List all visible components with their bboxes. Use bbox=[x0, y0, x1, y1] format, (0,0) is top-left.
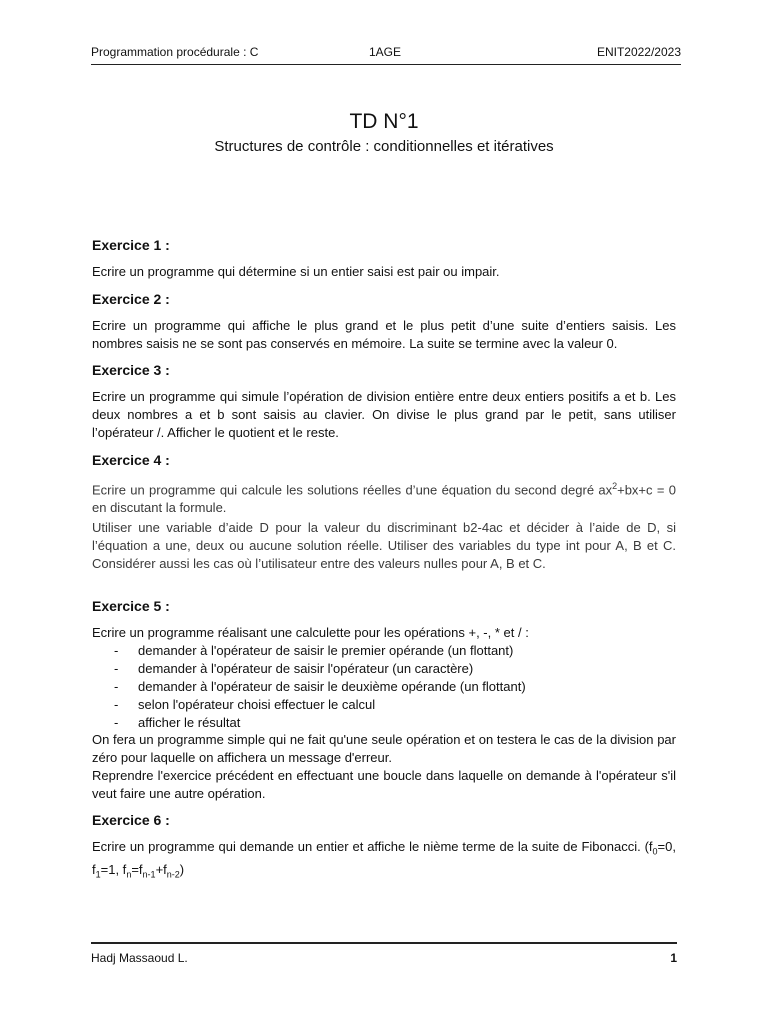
fib-close: ) bbox=[179, 861, 185, 877]
page-number: 1 bbox=[670, 951, 677, 965]
fib-sub: n-1 bbox=[142, 869, 156, 880]
list-item: - selon l'opérateur choisi effectuer le calcul bbox=[92, 696, 676, 714]
exponent: 2 bbox=[612, 481, 618, 491]
exercise-4-text-2: Utiliser une variable d’aide D pour la valeur du discriminant b2-4ac et décider à l’aide de D, si l’équation a une, deux ou aucune solution réelle. Utiliser des variables du type int pour A, B et C. Considérer aussi les cas où l’utilisateur entre des valeurs nulles pour A, B et C. bbox=[92, 520, 676, 571]
fib-part: =f bbox=[131, 861, 143, 877]
fib-sub: 1 bbox=[95, 869, 101, 880]
fib-part: +f bbox=[155, 861, 167, 877]
page-footer bbox=[91, 942, 677, 965]
fib-sub: n-2 bbox=[166, 869, 180, 880]
fib-part: =1, f bbox=[100, 861, 127, 877]
exercise-5-list bbox=[92, 642, 676, 732]
exercise-4-title: Exercice 4 : bbox=[92, 452, 170, 468]
exercise-4-text-1 bbox=[92, 477, 676, 517]
exercise-4-text-1a: Ecrire un programme qui calcule les solutions réelles d’une équation du second degré ax bbox=[92, 482, 613, 498]
exercise-5-text-2: On fera un programme simple qui ne fait qu'une seule opération et on testera le cas de la division par zéro pour laquelle on affichera un message d'erreur. bbox=[92, 732, 676, 765]
exercise-6-title: Exercice 6 : bbox=[92, 812, 170, 828]
exercise-2-title: Exercice 2 : bbox=[92, 291, 170, 307]
fib-sub: n bbox=[126, 869, 132, 880]
exercise-5-intro: Ecrire un programme réalisant une calculette pour les opérations +, -, * et / : bbox=[92, 625, 529, 640]
fib-sub: 0 bbox=[652, 846, 658, 857]
header-year: ENIT2022/2023 bbox=[596, 45, 681, 59]
exercise-2-text: Ecrire un programme qui affiche le plus grand et le plus petit d’une suite d’entiers saisis. Les nombres saisis ne se sont pas conservés en mémoire. La suite se termine avec la valeur 0. bbox=[92, 318, 676, 351]
exercise-6-sentence: Ecrire un programme qui demande un entier et affiche le nième terme de la suite de Fibonacci. bbox=[92, 839, 641, 854]
page-header bbox=[91, 44, 681, 65]
exercise-5-text-3: Reprendre l'exercice précédent en effectuant une boucle dans laquelle on demande à l'opérateur s'il veut faire une autre opération. bbox=[92, 768, 676, 801]
list-item: - demander à l'opérateur de saisir le premier opérande (un flottant) bbox=[92, 642, 676, 660]
fib-part: =0, f bbox=[92, 839, 676, 877]
exercise-3-text: Ecrire un programme qui simule l’opération de division entière entre deux entiers positifs a et b. Les deux nombres a et b sont saisis au clavier. On divise le plus grand par le petit, sans utiliser l’opérateur /. Afficher le quotient et le reste. bbox=[92, 389, 676, 440]
exercise-4-text-1b: +bx+c = 0 en discutant la formule. bbox=[92, 482, 676, 516]
header-class: 1AGE bbox=[369, 45, 402, 59]
footer-author: Hadj Massaoud L. bbox=[91, 951, 188, 965]
fib-open: (f bbox=[640, 839, 653, 854]
exercise-6-text bbox=[92, 838, 676, 883]
exercise-1-title: Exercice 1 : bbox=[92, 237, 170, 253]
list-item: - demander à l'opérateur de saisir l'opérateur (un caractère) bbox=[92, 660, 676, 678]
exercise-1-text: Ecrire un programme qui détermine si un entier saisi est pair ou impair. bbox=[92, 264, 500, 279]
page-subtitle: Structures de contrôle : conditionnelles et itératives bbox=[214, 138, 554, 155]
header-course: Programmation procédurale : C bbox=[91, 45, 259, 59]
page-title: TD N°1 bbox=[349, 110, 419, 133]
exercise-3-title: Exercice 3 : bbox=[92, 362, 170, 378]
list-item: - demander à l'opérateur de saisir le deuxième opérande (un flottant) bbox=[92, 678, 676, 696]
list-item: - afficher le résultat bbox=[92, 714, 676, 732]
exercise-5-title: Exercice 5 : bbox=[92, 598, 170, 614]
